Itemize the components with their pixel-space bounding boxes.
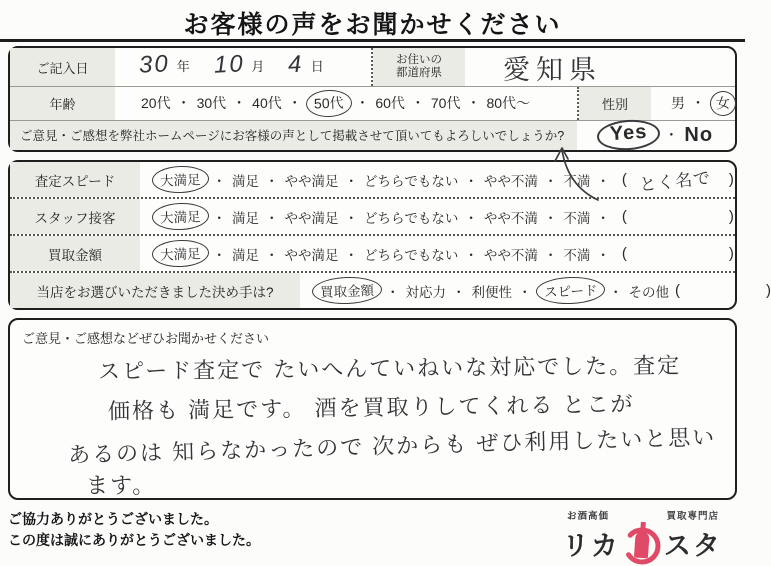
option-20代: 20代 [141, 95, 171, 112]
option-separator: ・ [464, 210, 478, 226]
paren-open: ( [621, 208, 627, 225]
logo-name-left: リカ [562, 530, 620, 561]
option-満足: 満足 [232, 173, 259, 189]
option-separator: ・ [265, 173, 279, 189]
thanks-line1: ご協力ありがとうございました。 [8, 511, 218, 527]
option-60代: 60代 [375, 95, 405, 112]
date-day-unit: 日 [310, 58, 324, 74]
decision-label: 当店をお選びいただきました決め手は? [10, 273, 300, 308]
thanks-line2: この度は誠にありがとうございました。 [8, 532, 260, 548]
option-50代: 50代 [305, 89, 351, 118]
option-separator: ・ [212, 173, 226, 189]
option-separator: ・ [466, 95, 481, 112]
prefecture-label-line2: 都道府県 [396, 67, 442, 79]
comment-line: スピード査定で たいへんていねいな対応でした。査定 [97, 352, 682, 384]
rating-row-label: 査定スピード [10, 162, 140, 197]
option-separator: ・ [596, 247, 610, 263]
option-不満: 不満 [563, 247, 591, 263]
option-separator: ・ [464, 173, 478, 189]
paren-open: ( [621, 245, 627, 262]
option-No: No [684, 123, 714, 146]
option-separator: ・ [232, 95, 247, 112]
paren-open: ( [674, 282, 680, 299]
option-利便性: 利便性 [471, 284, 512, 300]
store-logo [551, 506, 737, 566]
title-divider [0, 39, 745, 42]
rating-row-label: 買取金額 [10, 236, 140, 271]
publish-row [10, 120, 735, 150]
option-Yes: Yes [596, 118, 661, 152]
rating-options [140, 243, 735, 264]
gender-options [651, 93, 735, 114]
handwritten-note: とく名で [638, 168, 712, 195]
date-year-unit: 年 [176, 58, 190, 74]
option-separator: ・ [518, 284, 532, 300]
logo-tagline-right: 買取専門店 [666, 511, 719, 522]
prefecture-label [373, 48, 465, 86]
age-label: 年齢 [10, 87, 115, 120]
date-value-area [115, 48, 373, 86]
option-separator: ・ [344, 173, 358, 189]
comment-line: 価格も 満足です。 酒を買取りしてくれる とこが [107, 391, 635, 424]
option-separator: ・ [543, 247, 558, 263]
option-やや満足: やや満足 [284, 247, 339, 263]
paren-blank [627, 167, 723, 195]
decision-row [10, 271, 771, 308]
option-不満: 不満 [563, 210, 591, 226]
date-label: ご記入日 [10, 48, 115, 86]
option-separator: ・ [543, 173, 558, 189]
option-大満足: 大満足 [152, 165, 209, 194]
option-70代: 70代 [430, 95, 461, 112]
logo-tagline-left: お酒高価 [567, 511, 610, 522]
option-40代: 40代 [252, 95, 282, 112]
publish-question: ご意見・ご感想を弊社ホームページにお客様の声として掲載させて頂いてもよろしいでしょうか? [10, 121, 577, 150]
option-やや不満: やや不満 [483, 210, 538, 226]
date-month-value: 10 [213, 50, 246, 79]
date-month-unit: 月 [251, 58, 265, 74]
option-やや満足: やや満足 [284, 210, 339, 226]
option-separator: ・ [596, 210, 610, 226]
paren-open: ( [621, 171, 627, 188]
option-やや不満: やや不満 [483, 247, 538, 263]
footer [8, 506, 737, 566]
date-day-value: 4 [287, 50, 305, 79]
rating-row [10, 197, 735, 234]
option-買取金額: 買取金額 [312, 276, 383, 305]
prefecture-value-area [465, 48, 602, 87]
option-separator: ・ [176, 95, 191, 112]
rating-row [10, 162, 735, 197]
option-separator: ・ [691, 95, 705, 112]
handwritten-comment [10, 349, 735, 505]
option-30代: 30代 [196, 95, 227, 112]
option-不満: 不満 [563, 173, 591, 189]
paren-close: ) [765, 282, 771, 299]
option-満足: 満足 [232, 247, 259, 263]
age-options [115, 93, 577, 114]
rating-row-label: スタッフ接客 [10, 199, 140, 234]
date-year-value: 30 [138, 50, 171, 79]
rating-options [140, 206, 735, 227]
logo-name-right: スタ [663, 530, 722, 561]
option-大満足: 大満足 [152, 239, 209, 268]
option-separator: ・ [543, 210, 558, 226]
comment-label: ご意見・ご感想などぜひお聞かせください [22, 331, 270, 346]
option-どちらでもない: どちらでもない [364, 247, 459, 263]
option-やや不満: やや不満 [483, 173, 538, 189]
option-スピード: スピード [535, 276, 605, 305]
paren-close: ) [728, 208, 734, 225]
publish-options [577, 123, 735, 147]
option-その他: その他 [628, 284, 669, 300]
comment-box [8, 318, 737, 500]
option-separator: ・ [452, 284, 466, 300]
option-80代〜: 80代〜 [486, 95, 531, 112]
thanks-text [8, 506, 260, 566]
option-separator: ・ [608, 284, 623, 300]
age-row [10, 86, 735, 120]
rating-options [140, 167, 735, 195]
option-separator: ・ [410, 95, 425, 112]
option-separator: ・ [212, 210, 226, 226]
paren-close: ) [728, 171, 734, 188]
comment-line: ます。 [86, 473, 157, 498]
bottle-circle-icon [621, 520, 663, 566]
logo-name [562, 520, 722, 566]
option-separator: ・ [344, 247, 358, 263]
option-separator: ・ [596, 173, 610, 189]
date-row [10, 48, 735, 86]
prefecture-label-line1: お住いの [396, 54, 442, 66]
option-separator: ・ [287, 95, 302, 112]
option-separator: ・ [344, 210, 358, 226]
paren-close: ) [728, 245, 734, 262]
option-どちらでもない: どちらでもない [364, 210, 459, 226]
rating-row [10, 234, 735, 271]
comment-line: あるのは 知らなかったので 次からも ぜひ利用したいと思い [67, 424, 717, 468]
page-title: お客様の声をお聞かせください [183, 11, 562, 39]
option-満足: 満足 [232, 210, 259, 226]
option-separator: ・ [265, 210, 279, 226]
option-女: 女 [709, 90, 736, 116]
option-separator: ・ [386, 284, 400, 300]
prefecture-value: 愛知県 [503, 54, 602, 85]
option-separator: ・ [355, 95, 370, 112]
option-separator: ・ [265, 247, 279, 263]
option-大満足: 大満足 [152, 202, 209, 231]
rating-box [8, 160, 771, 310]
option-separator: ・ [464, 247, 478, 263]
gender-label: 性別 [579, 87, 651, 120]
option-separator: ・ [212, 247, 226, 263]
option-どちらでもない: どちらでもない [364, 173, 459, 189]
option-やや満足: やや満足 [284, 173, 339, 189]
option-男: 男 [671, 95, 685, 112]
customer-info-box [8, 46, 737, 152]
option-separator: ・ [664, 127, 679, 144]
decision-options [300, 280, 771, 301]
option-対応力: 対応力 [405, 284, 446, 300]
